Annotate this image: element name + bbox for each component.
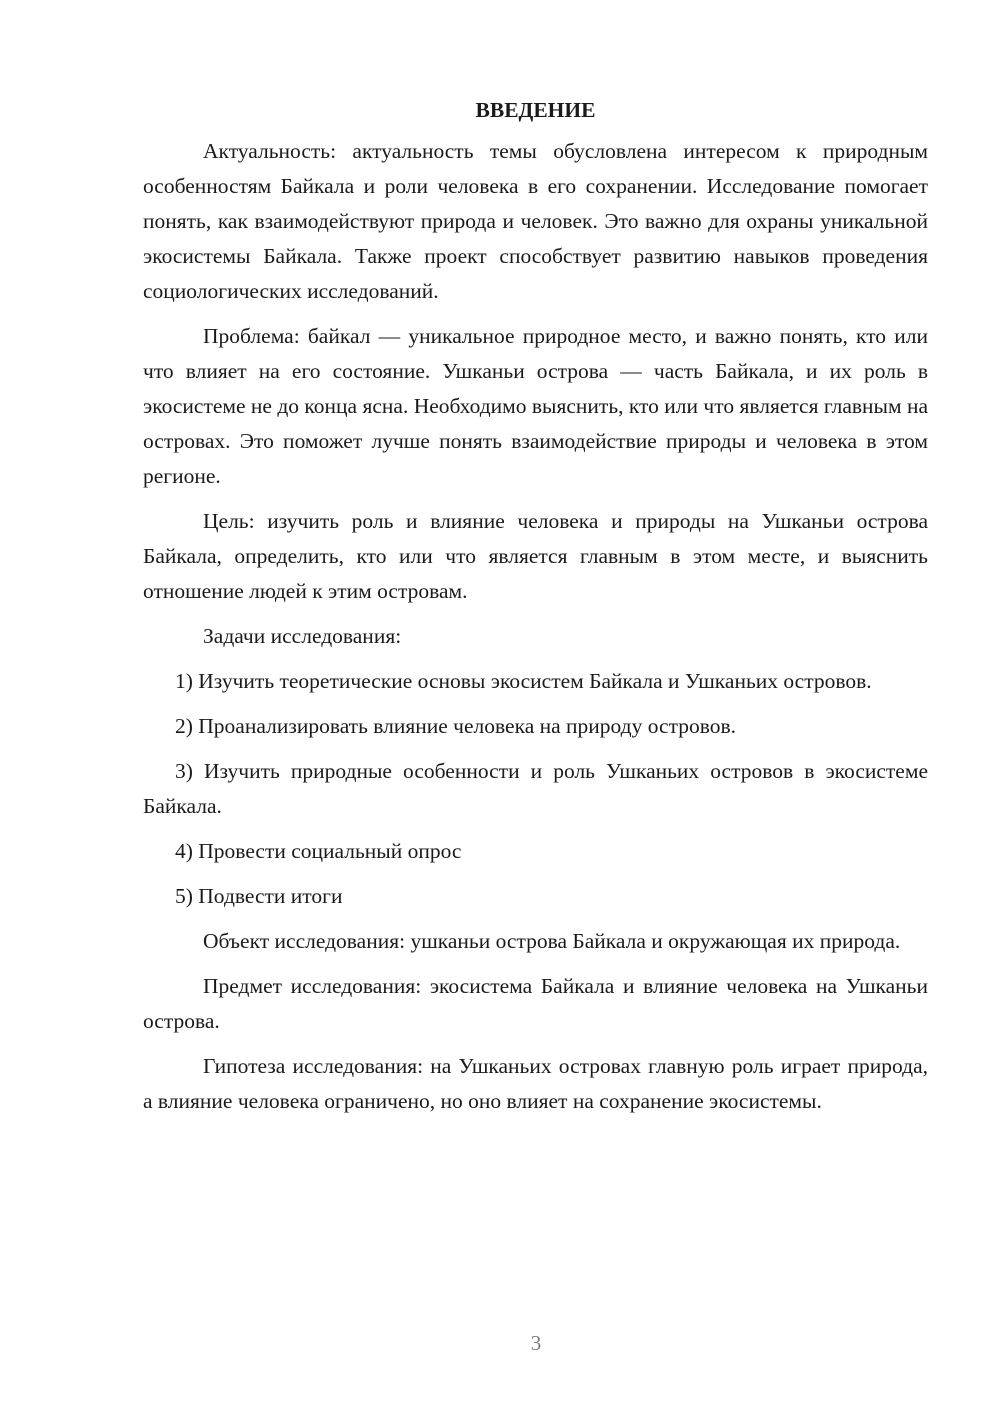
document-page xyxy=(143,92,928,1129)
list-item: 3) Изучить природные особенности и роль Ушканьих островов в экосистеме Байкала. xyxy=(143,759,928,818)
paragraph-relevance: Актуальность: актуальность темы обусловлена интересом к природным особенностям Байкала и роли человека в его сохранении. Исследование помогает понять, как взаимодействуют природа и человек. Это важно для охраны уникальной экосистемы Байкала. Также проект способствует развитию навыков проведения социологических исследований. xyxy=(143,139,928,303)
tasks-heading: Задачи исследования: xyxy=(203,624,402,648)
list-item: 2) Проанализировать влияние человека на природу островов. xyxy=(175,714,737,738)
paragraph-goal: Цель: изучить роль и влияние человека и природы на Ушканьи острова Байкала, определить, кто или что является главным в этом месте, и выяснить отношение людей к этим островам. xyxy=(143,509,928,603)
paragraph-problem: Проблема: байкал — уникальное природное место, и важно понять, кто или что влияет на его состояние. Ушканьи острова — часть Байкала, и их роль в экосистеме не до конца ясна. Необходимо выяснить, кто или что является главным на островах. Это поможет лучше понять взаимодействие природы и человека в этом регионе. xyxy=(143,324,928,488)
list-item: 4) Провести социальный опрос xyxy=(175,839,462,863)
page-number: 3 xyxy=(530,1331,542,1355)
paragraph-object: Объект исследования: ушканьи острова Байкала и окружающая их природа. xyxy=(203,929,901,953)
page-title: ВВЕДЕНИЕ xyxy=(475,98,596,122)
paragraph-hypothesis: Гипотеза исследования: на Ушканьих островах главную роль играет природа, а влияние человека ограничено, но оно влияет на сохранение экосистемы. xyxy=(143,1054,928,1113)
tasks-list xyxy=(143,664,928,914)
list-item: 5) Подвести итоги xyxy=(175,884,343,908)
list-item: 1) Изучить теоретические основы экосистем Байкала и Ушканьих островов. xyxy=(175,669,872,693)
paragraph-subject: Предмет исследования: экосистема Байкала и влияние человека на Ушканьи острова. xyxy=(143,974,928,1033)
